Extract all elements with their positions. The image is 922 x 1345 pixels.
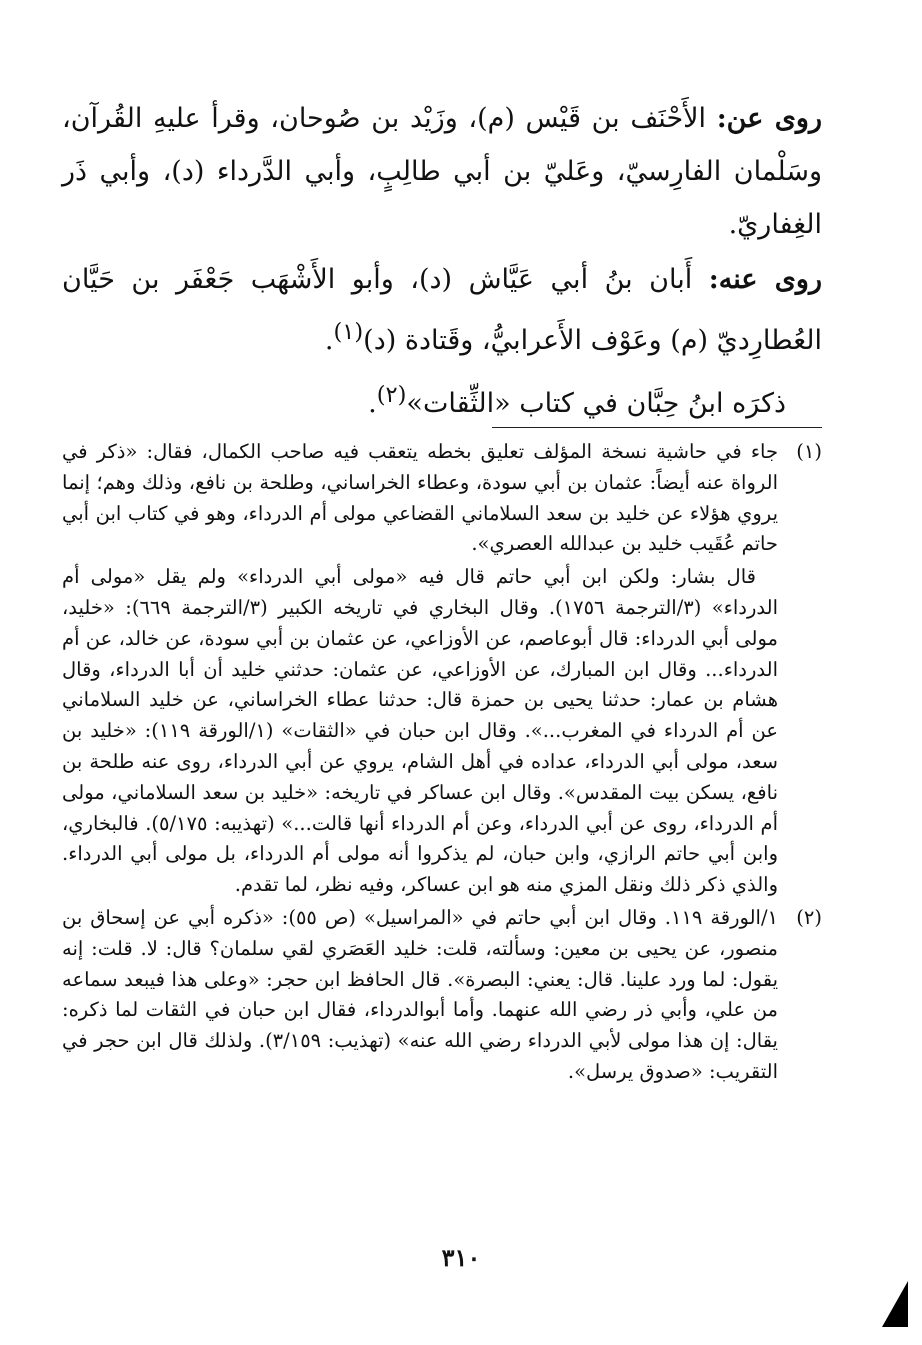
- narrated-by-end: .: [324, 325, 334, 356]
- footnote-2: [62, 903, 822, 1088]
- narrated-from-text: الأَحْنَف بن قَيْس (م)، وزَيْد بن صُوحان، وقرأ عليهِ القُرآن، وسَلْمان الفارِسيّ، وعَليّ بن أبي طالِبٍ، وأبي الدَّرداء (د)، وأبي ذَر الغِفاريّ.: [62, 103, 822, 240]
- ibn-hibban-end: .: [368, 388, 377, 419]
- footnote-number: (١): [796, 440, 822, 463]
- ibn-hibban-paragraph: [62, 369, 822, 430]
- narrated-by-text: أَبان بنُ أبي عَيَّاش (د)، وأبو الأَشْهَب جَعْفَر بن حَيَّان العُطارِديّ (م) وعَوْف الأَعرابيُّ، وقَتادة (د): [62, 264, 822, 356]
- narrated-from-paragraph: [62, 92, 822, 251]
- footnote-paragraph: ١/الورقة ١١٩. وقال ابن أبي حاتم في «المراسيل» (ص ٥٥): «ذكره أبي عن إسحاق بن منصور، عن يحيى بن معين: وسألته، قلت: خليد العَصَري لقي سلمان؟ قال: لا. قلت: إنه يقول: لما ورد علينا. قال: يعني: البصرة». قال الحافظ ابن حجر: «وعلى هذا فيبعد سماعه من علي، وأبي ذر رضي الله عنهما. وأما أبوالدرداء، فقال ابن حبان في الثقات لما ذكره: يقال: إن هذا مولى لأبي الدرداء رضي الله عنه» (تهذيب: ٣/١٥٩). ولذلك قال ابن حجر في التقريب: «صدوق يرسل».: [62, 905, 778, 1083]
- narrated-from-heading: روى عن:: [716, 103, 822, 134]
- page-number: ٣١٠: [441, 1243, 481, 1272]
- footnote-body: [62, 903, 778, 1088]
- narrated-by-paragraph: [62, 253, 822, 367]
- footnote-number: (٢): [796, 905, 822, 929]
- footnote-ref-1: (١): [333, 319, 364, 345]
- footnote-body: [62, 437, 778, 901]
- footnote-paragraph: جاء في حاشية نسخة المؤلف تعليق بخطه يتعقب فيه صاحب الكمال، فقال: «ذكر في الرواة عنه أيضاً: عثمان بن أبي سودة، وعطاء الخراساني، وطلحة بن نافع، وذلك وهم؛ إنما يروي هؤلاء عن خليد بن سعد السلاماني القضاعي مولى أم الدرداء، وهو في كتاب ابن أبي حاتم عُقَيب خليد بن عبدالله العصري».: [62, 440, 778, 556]
- main-text: [62, 92, 822, 430]
- footnote-ref-2: (٢): [376, 382, 407, 408]
- footnote-1: [62, 437, 822, 901]
- scan-corner-mark: [882, 1281, 908, 1327]
- footnote-separator: [492, 427, 822, 428]
- ibn-hibban-text: ذكرَه ابنُ حِبَّان في كتاب «الثِّقات»: [406, 388, 786, 419]
- footnote-paragraph: قال بشار: ولكن ابن أبي حاتم قال فيه «مولى أبي الدرداء» ولم يقل «مولى أم الدرداء» (٣/الترجمة ١٧٥٦). وقال البخاري في تاريخه الكبير (٣/الترجمة ٦٦٩): «خليد، مولى أبي الدرداء: قال أبوعاصم، عن الأوزاعي، عن عثمان بن أبي سودة، عن خالد، عن أم الدرداء... وقال ابن المبارك، عن الأوزاعي، عن عثمان: حدثني خليد أن أبا الدرداء، وقال هشام بن عمار: حدثنا يحيى بن حمزة قال: حدثنا عطاء الخراساني، عن خليد السلاماني عن أم الدرداء في المغرب...». وقال ابن حبان في «الثقات» (١/الورقة ١١٩): «خليد بن سعد، مولى أبي الدرداء، عداده في أهل الشام، يروي عن أبي الدرداء، روى عنه طلحة بن نافع، يسكن بيت المقدس». وقال ابن عساكر في تاريخه: «خليد بن سعد السلاماني، مولى أم الدرداء، روى عن أبي الدرداء، وعن أم الدرداء أنها قالت...» (تهذيبه: ٥/١٧٥). فالبخاري، وابن أبي حاتم الرازي، وابن حبان، لم يذكروا أنه مولى أم الدرداء، بل مولى أبي الدرداء. والذي ذكر ذلك ونقل المزي منه هو ابن عساكر، وفيه نظر، لما تقدم.: [62, 565, 778, 897]
- narrated-by-heading: روى عنه:: [708, 264, 823, 295]
- footnotes: [62, 437, 822, 1088]
